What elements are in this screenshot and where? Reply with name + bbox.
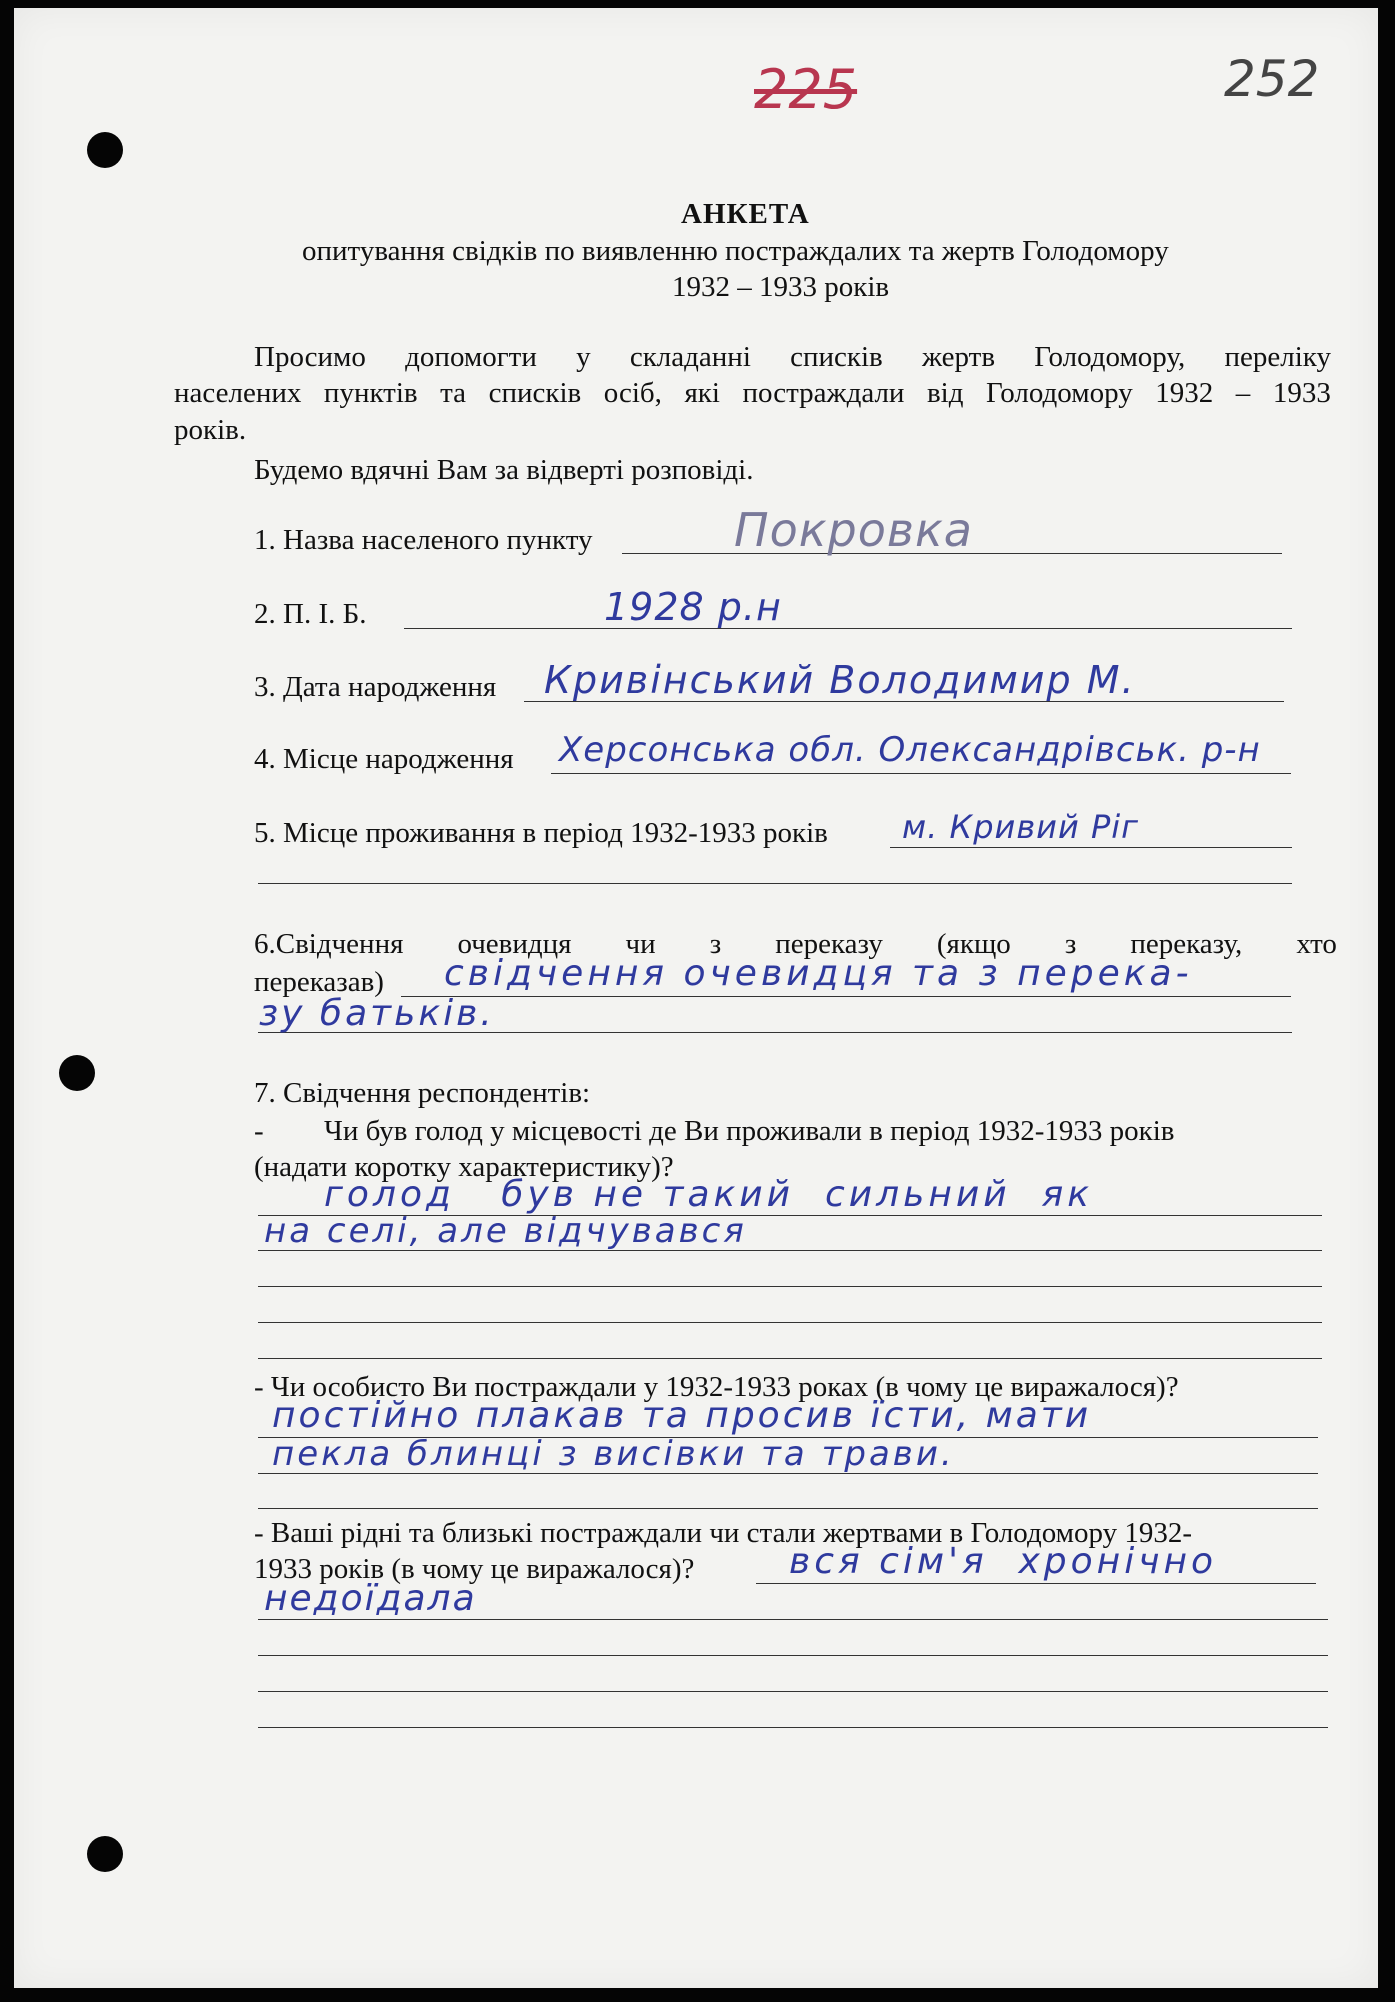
q6-label-line-1: 6.Свідчення очевидця чи з переказу (якщо з переказу, хто	[254, 928, 1337, 960]
q7c-answer-line-5	[258, 1727, 1328, 1728]
q7a-dash: -	[254, 1115, 264, 1147]
document-title: АНКЕТА	[681, 198, 810, 230]
punch-hole-bottom	[87, 1836, 123, 1872]
q4-label: 4. Місце народження	[254, 743, 514, 775]
q7a-question-line-1: Чи був голод у місцевості де Ви проживали в період 1932-1933 років	[324, 1115, 1175, 1147]
q7c-answer-line-2	[258, 1619, 1328, 1620]
q5-extra-line	[258, 883, 1292, 884]
document-years: 1932 – 1933 років	[672, 271, 890, 303]
q6-label-line-2: переказав)	[254, 966, 384, 998]
intro-line-3: років.	[174, 414, 247, 446]
q7a-handwritten-answer-1: голод був не такий сильний як	[324, 1174, 1093, 1215]
q6-handwritten-answer-1: свідчення очевидця та з перека-	[444, 953, 1193, 994]
q7b-question: - Чи особисто Ви постраждали у 1932-1933 роках (в чому це виражалося)?	[254, 1371, 1179, 1403]
q1-label: 1. Назва населеного пункту	[254, 524, 593, 556]
q7c-handwritten-answer-2: недоїдала	[264, 1578, 477, 1619]
intro-thanks: Будемо вдячні Вам за відверті розповіді.	[254, 454, 754, 486]
crossed-archive-number: 225	[754, 58, 858, 121]
q7c-answer-line-1	[756, 1583, 1316, 1584]
q7b-handwritten-answer-1: постійно плакав та просив їсти, мати	[272, 1395, 1092, 1436]
q7a-answer-line-3	[258, 1286, 1322, 1287]
intro-line-1: Просимо допомогти у складанні списків жертв Голодомору, переліку	[254, 341, 1331, 373]
q7a-answer-line-5	[258, 1358, 1322, 1359]
q7a-question-line-2: (надати коротку характеристику)?	[254, 1151, 674, 1183]
q3-handwritten-answer: Кривінський Володимир М.	[544, 658, 1136, 702]
questionnaire-page	[14, 8, 1378, 1988]
q1-handwritten-answer: Покровка	[734, 503, 973, 557]
q7c-question-line-2: 1933 років (в чому це виражалося)?	[254, 1553, 695, 1585]
q6-handwritten-answer-2: зу батьків.	[259, 993, 495, 1034]
punch-hole-top	[87, 132, 123, 168]
q3-label: 3. Дата народження	[254, 671, 497, 703]
q7a-answer-line-4	[258, 1322, 1322, 1323]
document-subtitle: опитування свідків по виявленню постраждалих та жертв Голодомору	[302, 235, 1169, 267]
q7c-answer-line-3	[258, 1655, 1328, 1656]
q5-label: 5. Місце проживання в період 1932-1933 років	[254, 817, 828, 849]
q4-answer-line	[551, 773, 1291, 774]
q5-handwritten-answer: м. Кривий Ріг	[902, 808, 1139, 846]
pencil-archive-number: 252	[1224, 50, 1320, 108]
q2-label: 2. П. І. Б.	[254, 598, 367, 630]
q7c-answer-line-4	[258, 1691, 1328, 1692]
q4-handwritten-answer: Херсонська обл. Олександрівськ. р-н	[559, 730, 1261, 770]
q2-handwritten-answer: 1928 р.н	[604, 585, 782, 629]
q7a-handwritten-answer-2: на селі, але відчувався	[264, 1211, 747, 1251]
q7b-handwritten-answer-2: пекла блинці з висівки та трави.	[272, 1434, 955, 1474]
q7c-question-line-1: - Ваші рідні та близькі постраждали чи стали жертвами в Голодомору 1932-	[254, 1517, 1193, 1549]
q7-heading: 7. Свідчення респондентів:	[254, 1077, 591, 1109]
q7c-handwritten-answer-1: вся сім'я хронічно	[789, 1541, 1218, 1582]
punch-hole-middle	[59, 1055, 95, 1091]
q2-answer-line	[404, 628, 1292, 629]
q7b-answer-line-3	[258, 1508, 1318, 1509]
q6-answer-line-1	[401, 996, 1291, 997]
q5-answer-line	[890, 847, 1292, 848]
intro-line-2: населених пунктів та списків осіб, які постраждали від Голодомору 1932 – 1933	[174, 377, 1331, 409]
